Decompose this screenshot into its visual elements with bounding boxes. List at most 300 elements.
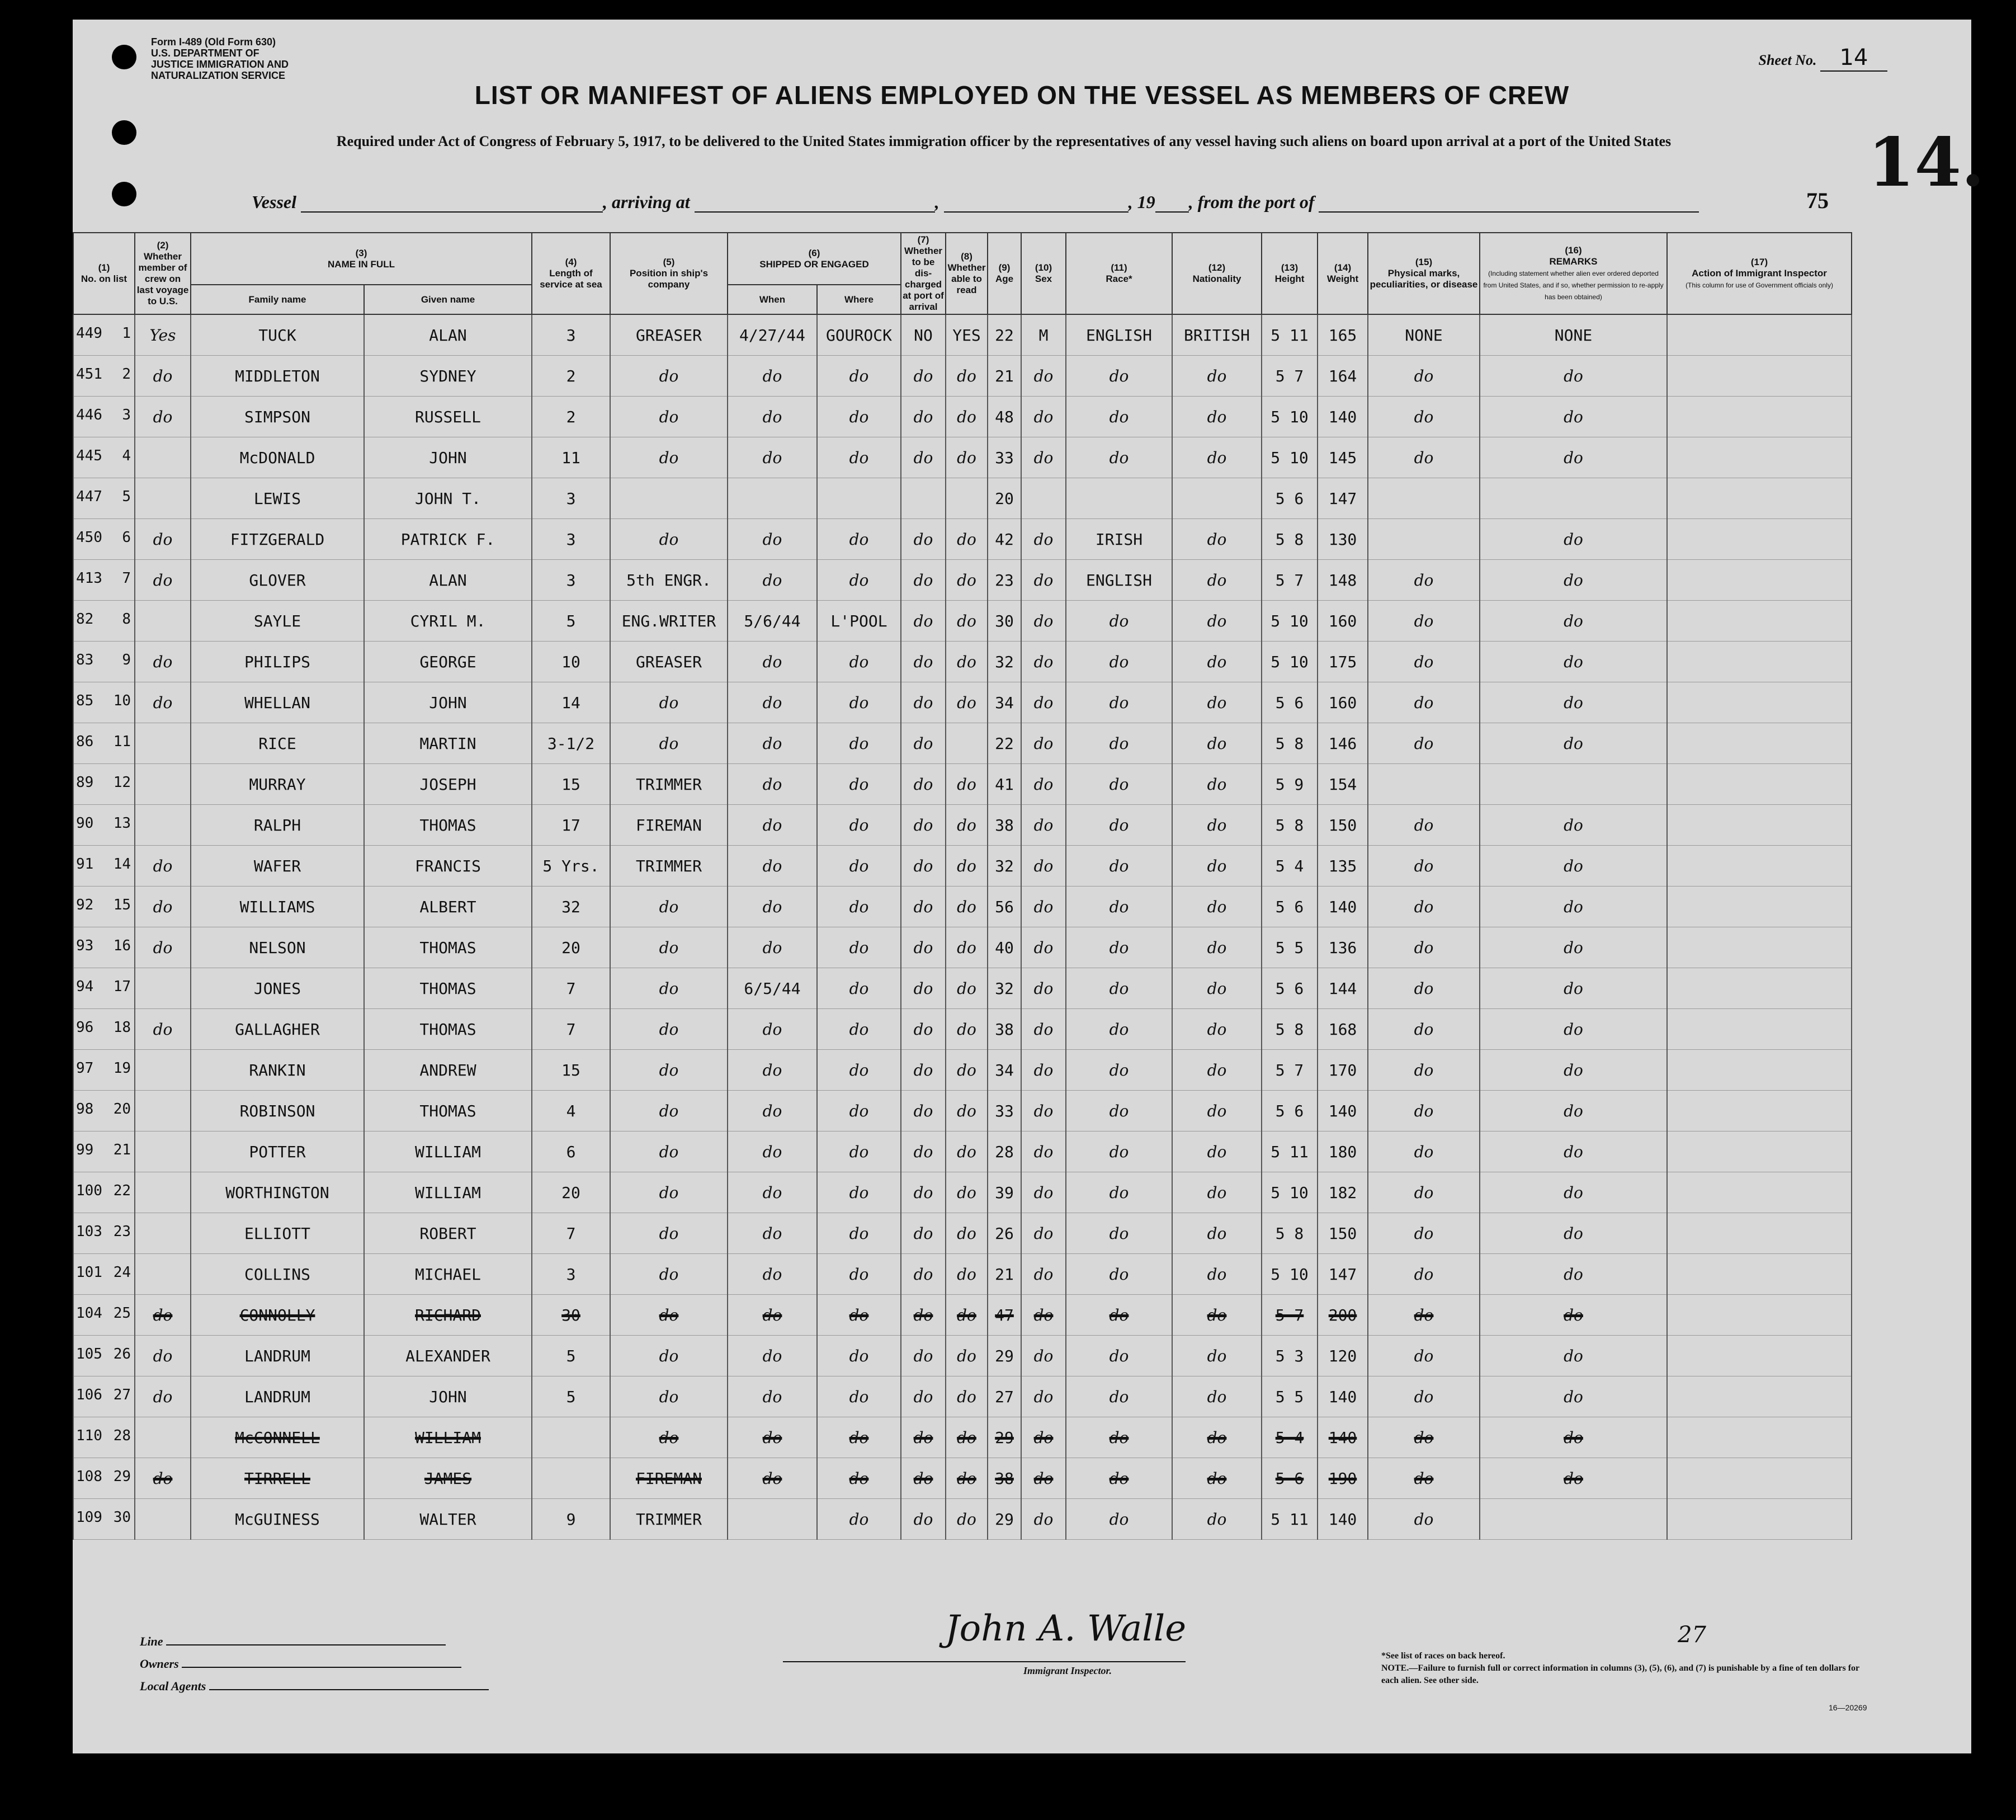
cell-sex: [1021, 1417, 1066, 1458]
cell-service: [532, 1172, 610, 1213]
marks-value: do: [1414, 1224, 1434, 1243]
handwritten-total: 27: [1678, 1622, 1706, 1648]
cell-nationality: [1172, 887, 1262, 927]
cell-when: [728, 805, 817, 846]
given-name-value: SYDNEY: [419, 366, 476, 385]
when-value: 6/5/44: [744, 979, 801, 998]
sex-value: do: [1033, 1510, 1054, 1529]
cell-remarks: [1480, 1295, 1667, 1336]
table-row: [73, 1254, 1963, 1295]
row-cell-list-no: [73, 1417, 135, 1458]
cell-height: [1262, 1499, 1318, 1540]
cell-weight: [1318, 1050, 1368, 1091]
cell-where: [817, 356, 901, 397]
cell-action: [1667, 1458, 1852, 1499]
table-row: [73, 1050, 1963, 1091]
cell-given-name: [364, 887, 532, 927]
able-to-read-value: do: [957, 1265, 976, 1284]
where-value: do: [849, 1428, 869, 1447]
given-name-value: PATRICK F.: [400, 530, 495, 549]
given-name-value: JOHN: [429, 693, 467, 712]
family-name-value: FITZGERALD: [230, 530, 325, 549]
cell-race: [1066, 437, 1172, 478]
family-name-value: SAYLE: [253, 611, 301, 630]
position-value: ENG.WRITER: [621, 611, 716, 630]
height-value: 5 8: [1275, 815, 1304, 834]
where-value: do: [849, 366, 869, 385]
row-cell-list-no: [73, 682, 135, 723]
remarks-value: do: [1564, 407, 1583, 426]
cell-marks: [1368, 1091, 1480, 1131]
cell-sex: [1021, 437, 1066, 478]
position-value: do: [659, 1224, 679, 1243]
able-to-read-value: do: [957, 856, 976, 875]
cell-service: [532, 1009, 610, 1050]
header-height: (13) Height: [1262, 233, 1318, 314]
cell-height: [1262, 397, 1318, 437]
cell-sex: [1021, 560, 1066, 601]
position-value: do: [659, 1346, 679, 1365]
family-name-value: GALLAGHER: [235, 1020, 320, 1039]
cell-where: [817, 968, 901, 1009]
cell-sex: [1021, 1295, 1066, 1336]
cell-marks: [1368, 1050, 1480, 1091]
weight-value: 146: [1328, 734, 1357, 753]
discharged-value: do: [913, 1428, 933, 1447]
sex-value: do: [1033, 1020, 1054, 1039]
cell-last-voyage: [135, 682, 191, 723]
cell-marks: [1368, 519, 1480, 560]
header-weight: (14) Weight: [1318, 233, 1368, 314]
cell-given-name: [364, 1131, 532, 1172]
when-value: do: [762, 1224, 782, 1243]
cell-height: [1262, 723, 1318, 764]
signature-line: [783, 1661, 1186, 1662]
cell-age: [988, 887, 1021, 927]
cell-race: [1066, 356, 1172, 397]
cell-remarks: [1480, 642, 1667, 682]
cell-race: [1066, 519, 1172, 560]
able-to-read-value: do: [957, 775, 976, 794]
cell-when: [728, 1131, 817, 1172]
cell-when: [728, 1295, 817, 1336]
table-row: [73, 805, 1963, 846]
row-cell-list-no: [73, 723, 135, 764]
list-number: 17: [113, 978, 131, 995]
cell-marks: [1368, 560, 1480, 601]
cell-position: [610, 968, 728, 1009]
service-value: 9: [566, 1510, 576, 1529]
cell-weight: [1318, 519, 1368, 560]
when-value: do: [762, 693, 782, 712]
sex-value: do: [1033, 366, 1054, 385]
service-value: 7: [566, 1224, 576, 1243]
cell-marks: [1368, 397, 1480, 437]
height-value: 5 10: [1271, 407, 1309, 426]
cell-height: [1262, 805, 1318, 846]
document-subtitle: Required under Act of Congress of February 5, 1917, to be delivered to the United States immigration officer by the representatives of any vessel having such aliens on board upon arrival at a port of the United States: [336, 133, 1672, 149]
cell-weight: [1318, 805, 1368, 846]
remarks-value: do: [1564, 366, 1583, 385]
age-value: 26: [995, 1224, 1014, 1243]
cell-sex: [1021, 601, 1066, 642]
cell-given-name: [364, 314, 532, 356]
nationality-value: do: [1207, 407, 1227, 426]
cell-race: [1066, 601, 1172, 642]
margin-number: 98: [76, 1101, 94, 1118]
cell-when: [728, 1376, 817, 1417]
row-cell-list-no: [73, 1376, 135, 1417]
cell-discharged: [901, 723, 946, 764]
height-value: 5 6: [1275, 1101, 1304, 1120]
cell-given-name: [364, 927, 532, 968]
cell-given-name: [364, 682, 532, 723]
cell-last-voyage: [135, 1376, 191, 1417]
cell-race: [1066, 397, 1172, 437]
where-value: do: [849, 1101, 869, 1120]
remarks-value: do: [1564, 1020, 1583, 1039]
cell-weight: [1318, 968, 1368, 1009]
table-row: [73, 1213, 1963, 1254]
cell-position: [610, 805, 728, 846]
family-name-value: RANKIN: [249, 1060, 306, 1079]
remarks-value: do: [1564, 1469, 1583, 1488]
family-name-value: NELSON: [249, 938, 306, 957]
cell-position: [610, 1213, 728, 1254]
margin-number: 446: [76, 407, 102, 423]
remarks-value: do: [1564, 938, 1583, 957]
family-name-value: CONNOLLY: [239, 1305, 315, 1324]
service-value: 7: [566, 979, 576, 998]
given-name-value: ROBERT: [419, 1224, 476, 1243]
row-cell-list-no: [73, 1091, 135, 1131]
last-voyage-value: do: [153, 1020, 173, 1039]
cell-remarks: [1480, 723, 1667, 764]
cell-position: [610, 1050, 728, 1091]
weight-value: 140: [1328, 897, 1357, 916]
discharged-value: do: [913, 1224, 933, 1243]
table-row: [73, 519, 1963, 560]
weight-value: 140: [1328, 407, 1357, 426]
cell-given-name: [364, 1050, 532, 1091]
family-name-value: ELLIOTT: [244, 1224, 310, 1243]
weight-value: 140: [1328, 1510, 1357, 1529]
remarks-value: NONE: [1554, 326, 1593, 345]
marks-value: do: [1414, 1101, 1434, 1120]
able-to-read-value: do: [957, 1387, 976, 1406]
service-value: 3: [566, 570, 576, 590]
cell-nationality: [1172, 846, 1262, 887]
cell-weight: [1318, 1458, 1368, 1499]
cell-given-name: [364, 397, 532, 437]
age-value: 41: [995, 775, 1014, 794]
cell-last-voyage: [135, 723, 191, 764]
cell-sex: [1021, 356, 1066, 397]
cell-able-to-read: [946, 642, 988, 682]
age-value: 48: [995, 407, 1014, 426]
marks-value: do: [1414, 1060, 1434, 1079]
height-value: 5 7: [1275, 366, 1304, 385]
sex-value: do: [1033, 1346, 1054, 1365]
cell-sex: [1021, 682, 1066, 723]
cell-remarks: [1480, 519, 1667, 560]
header-discharged: (7) Whether to be dis-charged at port of arrival: [901, 233, 946, 314]
service-value: 6: [566, 1142, 576, 1161]
cell-position: [610, 1131, 728, 1172]
remarks-value: do: [1564, 979, 1583, 998]
cell-action: [1667, 1213, 1852, 1254]
height-value: 5 6: [1275, 1469, 1304, 1488]
remarks-value: do: [1564, 1101, 1583, 1120]
cell-marks: [1368, 1213, 1480, 1254]
cell-race: [1066, 1295, 1172, 1336]
cell-remarks: [1480, 968, 1667, 1009]
service-value: 5 Yrs.: [542, 856, 599, 875]
cell-position: [610, 1172, 728, 1213]
cell-able-to-read: [946, 805, 988, 846]
cell-remarks: [1480, 887, 1667, 927]
given-name-value: WILLIAM: [414, 1142, 481, 1161]
cell-marks: [1368, 1417, 1480, 1458]
cell-given-name: [364, 601, 532, 642]
cell-when: [728, 560, 817, 601]
nationality-value: do: [1207, 530, 1227, 549]
remarks-value: do: [1564, 530, 1583, 549]
cell-nationality: [1172, 519, 1262, 560]
cell-remarks: [1480, 764, 1667, 805]
header-no: (1) No. on list: [73, 233, 135, 314]
race-value: do: [1109, 815, 1129, 834]
cell-position: [610, 1254, 728, 1295]
row-cell-list-no: [73, 478, 135, 519]
arriving-label: arriving at: [612, 192, 690, 212]
cell-where: [817, 805, 901, 846]
signature-label: Immigrant Inspector.: [1023, 1665, 1112, 1676]
cell-height: [1262, 1050, 1318, 1091]
cell-weight: [1318, 314, 1368, 356]
row-cell-list-no: [73, 1499, 135, 1540]
margin-number: 101: [76, 1264, 102, 1281]
sex-value: do: [1033, 1060, 1054, 1079]
position-value: do: [659, 1020, 679, 1039]
age-value: 33: [995, 448, 1014, 467]
where-value: do: [849, 734, 869, 753]
cell-where: [817, 437, 901, 478]
cell-able-to-read: [946, 601, 988, 642]
cell-where: [817, 1254, 901, 1295]
cell-remarks: [1480, 927, 1667, 968]
height-value: 5 6: [1275, 897, 1304, 916]
cell-last-voyage: [135, 1131, 191, 1172]
cell-height: [1262, 1213, 1318, 1254]
list-number: 6: [122, 529, 131, 546]
row-cell-list-no: [73, 1213, 135, 1254]
table-row: [73, 397, 1963, 437]
race-value: do: [1109, 734, 1129, 753]
header-where: Where: [817, 285, 901, 314]
cell-age: [988, 560, 1021, 601]
weight-value: 140: [1328, 1101, 1357, 1120]
table-row: [73, 682, 1963, 723]
cell-family-name: [191, 1376, 364, 1417]
when-value: do: [762, 1265, 782, 1284]
cell-able-to-read: [946, 1131, 988, 1172]
weight-value: 130: [1328, 530, 1357, 549]
marks-value: do: [1414, 1020, 1434, 1039]
margin-number: 103: [76, 1223, 102, 1240]
weight-value: 170: [1328, 1060, 1357, 1079]
last-voyage-value: do: [153, 693, 173, 712]
nationality-value: do: [1207, 1428, 1227, 1447]
cell-race: [1066, 1213, 1172, 1254]
footer-labels: [140, 1630, 489, 1698]
cell-action: [1667, 1254, 1852, 1295]
owners-label: Owners: [140, 1657, 179, 1671]
service-value: 5: [566, 1387, 576, 1406]
cell-marks: [1368, 1172, 1480, 1213]
remarks-value: do: [1564, 1387, 1583, 1406]
cell-weight: [1318, 478, 1368, 519]
cell-position: [610, 723, 728, 764]
nationality-value: do: [1207, 1265, 1227, 1284]
cell-sex: [1021, 1172, 1066, 1213]
row-cell-list-no: [73, 764, 135, 805]
cell-marks: [1368, 1499, 1480, 1540]
nationality-value: do: [1207, 1346, 1227, 1365]
when-value: do: [762, 938, 782, 957]
nationality-value: do: [1207, 897, 1227, 916]
header-when: When: [728, 285, 817, 314]
punch-hole: [112, 182, 136, 206]
cell-given-name: [364, 1417, 532, 1458]
last-voyage-value: Yes: [149, 326, 176, 345]
given-name-value: THOMAS: [419, 1020, 476, 1039]
given-name-value: JOHN: [429, 448, 467, 467]
sex-value: do: [1033, 815, 1054, 834]
cell-given-name: [364, 764, 532, 805]
cell-race: [1066, 968, 1172, 1009]
cell-marks: [1368, 437, 1480, 478]
sex-value: do: [1033, 693, 1054, 712]
cell-family-name: [191, 723, 364, 764]
sex-value: do: [1033, 1142, 1054, 1161]
cell-remarks: [1480, 1091, 1667, 1131]
sex-value: do: [1033, 407, 1054, 426]
nationality-value: do: [1207, 1305, 1227, 1324]
weight-value: 160: [1328, 693, 1357, 712]
cell-sex: [1021, 1050, 1066, 1091]
able-to-read-value: do: [957, 1060, 976, 1079]
race-value: do: [1109, 693, 1129, 712]
marks-value: do: [1414, 448, 1434, 467]
cell-discharged: [901, 437, 946, 478]
cell-age: [988, 437, 1021, 478]
crew-manifest-table: [73, 232, 1963, 1540]
cell-height: [1262, 642, 1318, 682]
list-number: 29: [113, 1468, 131, 1485]
given-name-value: JOHN: [429, 1387, 467, 1406]
cell-discharged: [901, 560, 946, 601]
given-name-value: ALAN: [429, 570, 467, 590]
height-value: 5 7: [1275, 1305, 1304, 1324]
height-value: 5 8: [1275, 1224, 1304, 1243]
cell-able-to-read: [946, 478, 988, 519]
family-name-value: POTTER: [249, 1142, 306, 1161]
sex-value: do: [1033, 897, 1054, 916]
cell-position: [610, 1499, 728, 1540]
cell-last-voyage: [135, 356, 191, 397]
table-row: [73, 887, 1963, 927]
where-value: do: [849, 897, 869, 916]
when-value: do: [762, 1060, 782, 1079]
race-value: do: [1109, 652, 1129, 671]
where-value: do: [849, 1265, 869, 1284]
cell-service: [532, 560, 610, 601]
race-value: do: [1109, 407, 1129, 426]
cell-service: [532, 1213, 610, 1254]
weight-value: 145: [1328, 448, 1357, 467]
cell-when: [728, 1009, 817, 1050]
cell-service: [532, 1417, 610, 1458]
margin-number: 451: [76, 366, 102, 383]
table-row: [73, 314, 1963, 356]
row-cell-list-no: [73, 437, 135, 478]
able-to-read-value: do: [957, 1428, 976, 1447]
service-value: 5: [566, 1346, 576, 1365]
list-number: 9: [122, 652, 131, 668]
list-number: 23: [113, 1223, 131, 1240]
height-value: 5 3: [1275, 1346, 1304, 1365]
cell-remarks: [1480, 437, 1667, 478]
cell-last-voyage: [135, 968, 191, 1009]
cell-last-voyage: [135, 519, 191, 560]
line-label: Line: [140, 1634, 163, 1648]
age-value: 30: [995, 611, 1014, 630]
cell-last-voyage: [135, 1417, 191, 1458]
cell-when: [728, 927, 817, 968]
cell-age: [988, 846, 1021, 887]
race-value: do: [1109, 1510, 1129, 1529]
when-value: do: [762, 775, 782, 794]
cell-height: [1262, 1458, 1318, 1499]
margin-number: 104: [76, 1305, 102, 1322]
cell-height: [1262, 478, 1318, 519]
cell-last-voyage: [135, 1172, 191, 1213]
cell-sex: [1021, 1131, 1066, 1172]
cell-family-name: [191, 1336, 364, 1376]
cell-family-name: [191, 314, 364, 356]
cell-service: [532, 1295, 610, 1336]
when-value: do: [762, 897, 782, 916]
marks-value: do: [1414, 1265, 1434, 1284]
height-value: 5 7: [1275, 570, 1304, 590]
marks-value: do: [1414, 693, 1434, 712]
given-name-value: THOMAS: [419, 815, 476, 834]
cell-family-name: [191, 1091, 364, 1131]
family-name-value: TIRRELL: [244, 1469, 310, 1488]
cell-position: [610, 519, 728, 560]
cell-discharged: [901, 314, 946, 356]
cell-discharged: [901, 682, 946, 723]
cell-service: [532, 805, 610, 846]
cell-given-name: [364, 723, 532, 764]
row-cell-list-no: [73, 519, 135, 560]
cell-given-name: [364, 1213, 532, 1254]
cell-height: [1262, 1336, 1318, 1376]
cell-age: [988, 642, 1021, 682]
remarks-value: do: [1564, 1142, 1583, 1161]
discharged-value: do: [913, 815, 933, 834]
